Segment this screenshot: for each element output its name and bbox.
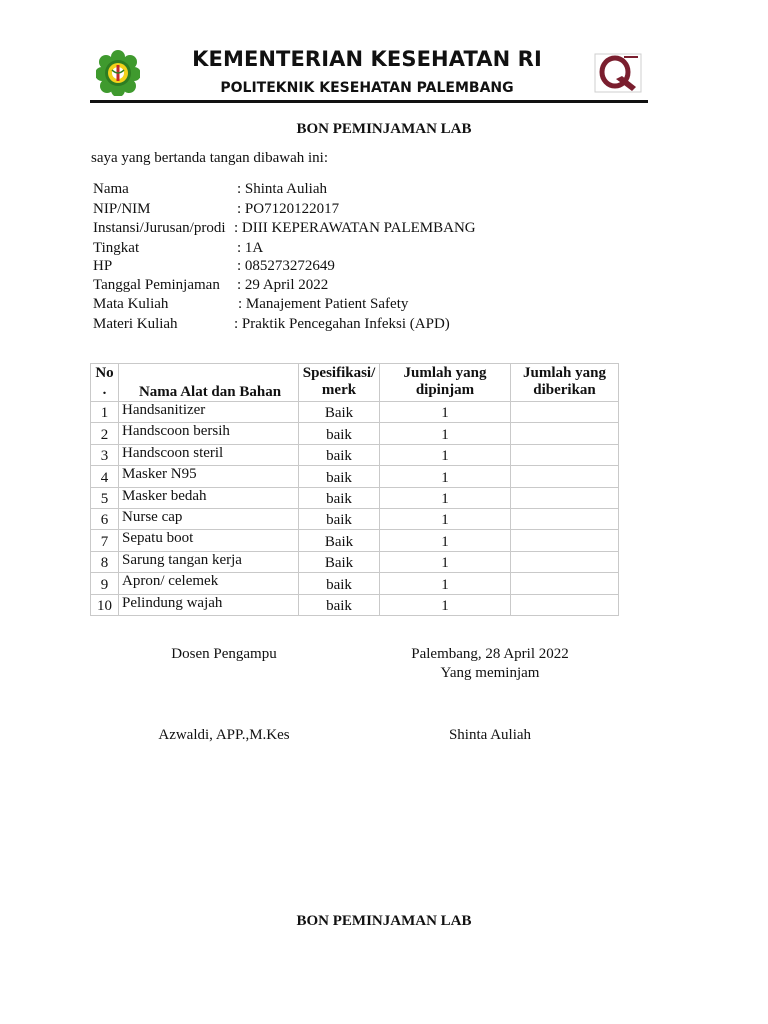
field-value-nim: : PO7120122017 — [237, 201, 340, 217]
cell-borrowed: 1 — [380, 594, 511, 615]
letterhead-divider — [90, 100, 648, 103]
field-label-nim: NIP/NIM — [93, 201, 151, 217]
header-spec-line2: merk — [321, 382, 357, 398]
header-given — [511, 364, 619, 402]
cell-spec: Baik — [299, 402, 380, 423]
cell-name: Masker N95 — [119, 466, 299, 487]
cell-no: 9 — [91, 573, 119, 594]
header-spec-line1: Spesifikasi/ — [302, 365, 376, 381]
field-label-name: Nama — [93, 181, 129, 197]
field-value-institution: : DIII KEPERAWATAN PALEMBANG — [234, 220, 476, 236]
cell-name: Sarung tangan kerja — [119, 551, 299, 572]
cell-name: Apron/ celemek — [119, 573, 299, 594]
table-row — [91, 573, 619, 594]
cell-borrowed: 1 — [380, 551, 511, 572]
header-no — [91, 364, 119, 402]
cell-no: 1 — [91, 402, 119, 423]
header-borrowed — [380, 364, 511, 402]
table-row — [91, 423, 619, 444]
cell-no: 2 — [91, 423, 119, 444]
cell-spec: baik — [299, 444, 380, 465]
cell-given — [511, 573, 619, 594]
cell-given — [511, 594, 619, 615]
cell-given — [511, 444, 619, 465]
header-no-line1: No — [95, 365, 114, 381]
cell-given — [511, 402, 619, 423]
cell-name: Masker bedah — [119, 487, 299, 508]
field-value-loan-date: : 29 April 2022 — [237, 277, 329, 293]
cell-borrowed: 1 — [380, 423, 511, 444]
lecturer-role: Dosen Pengampu — [171, 646, 277, 662]
field-value-level: : 1A — [237, 240, 264, 256]
cell-given — [511, 551, 619, 572]
header-no-line2: . — [102, 382, 107, 398]
equipment-table — [90, 363, 619, 616]
field-value-material: : Praktik Pencegahan Infeksi (APD) — [234, 316, 450, 332]
document-title: BON PEMINJAMAN LAB — [296, 121, 472, 137]
cell-borrowed: 1 — [380, 402, 511, 423]
institution-title: POLITEKNIK KESEHATAN PALEMBANG — [220, 80, 514, 96]
cell-borrowed: 1 — [380, 573, 511, 594]
cell-spec: baik — [299, 466, 380, 487]
borrower-name: Shinta Auliah — [448, 727, 532, 743]
cell-given — [511, 487, 619, 508]
cell-name: Nurse cap — [119, 508, 299, 529]
cell-spec: baik — [299, 508, 380, 529]
table-row — [91, 444, 619, 465]
cell-borrowed: 1 — [380, 530, 511, 551]
header-given-line2: diberikan — [533, 382, 596, 398]
lecturer-name: Azwaldi, APP.,M.Kes — [158, 727, 290, 743]
cell-spec: baik — [299, 573, 380, 594]
header-name: Nama Alat dan Bahan — [119, 364, 299, 402]
cell-spec: Baik — [299, 530, 380, 551]
place-date: Palembang, 28 April 2022 — [411, 646, 569, 662]
cell-borrowed: 1 — [380, 487, 511, 508]
cell-no: 10 — [91, 594, 119, 615]
cell-no: 5 — [91, 487, 119, 508]
field-label-institution: Instansi/Jurusan/prodi — [93, 220, 226, 236]
cell-spec: Baik — [299, 551, 380, 572]
field-label-course: Mata Kuliah — [93, 296, 169, 312]
header-borrowed-line1: Jumlah yang — [403, 365, 487, 381]
cell-no: 3 — [91, 444, 119, 465]
table-row — [91, 551, 619, 572]
ministry-title: KEMENTERIAN KESEHATAN RI — [192, 47, 542, 71]
cell-given — [511, 423, 619, 444]
cell-no: 4 — [91, 466, 119, 487]
cell-given — [511, 466, 619, 487]
poltekkes-emblem-icon — [96, 50, 140, 96]
cell-no: 8 — [91, 551, 119, 572]
table-row — [91, 487, 619, 508]
header-given-line1: Jumlah yang — [523, 365, 606, 381]
cell-spec: baik — [299, 487, 380, 508]
cell-name: Pelindung wajah — [119, 594, 299, 615]
cell-borrowed: 1 — [380, 466, 511, 487]
cell-spec: baik — [299, 594, 380, 615]
cell-given — [511, 530, 619, 551]
field-label-material: Materi Kuliah — [93, 316, 178, 332]
table-row — [91, 508, 619, 529]
table-row — [91, 594, 619, 615]
cell-borrowed: 1 — [380, 508, 511, 529]
cell-name: Handscoon bersih — [119, 423, 299, 444]
cell-spec: baik — [299, 423, 380, 444]
field-value-name: : Shinta Auliah — [237, 181, 327, 197]
cell-no: 6 — [91, 508, 119, 529]
table-row — [91, 402, 619, 423]
cell-no: 7 — [91, 530, 119, 551]
cell-name: Handscoon steril — [119, 444, 299, 465]
quality-q-logo-icon — [594, 53, 642, 93]
cell-given — [511, 508, 619, 529]
table-row — [91, 466, 619, 487]
cell-borrowed: 1 — [380, 444, 511, 465]
field-value-phone: : 085273272649 — [237, 258, 335, 274]
borrower-role: Yang meminjam — [440, 665, 540, 681]
cell-name: Sepatu boot — [119, 530, 299, 551]
field-label-loan-date: Tanggal Peminjaman — [93, 277, 220, 293]
header-spec — [299, 364, 380, 402]
intro-text: saya yang bertanda tangan dibawah ini: — [91, 150, 328, 166]
table-header-row — [91, 364, 619, 402]
table-row — [91, 530, 619, 551]
cell-name: Handsanitizer — [119, 402, 299, 423]
field-value-course: : Manajement Patient Safety — [238, 296, 409, 312]
field-label-phone: HP — [93, 258, 113, 274]
header-borrowed-line2: dipinjam — [415, 382, 475, 398]
next-page-title: BON PEMINJAMAN LAB — [296, 913, 472, 929]
field-label-level: Tingkat — [93, 240, 140, 256]
